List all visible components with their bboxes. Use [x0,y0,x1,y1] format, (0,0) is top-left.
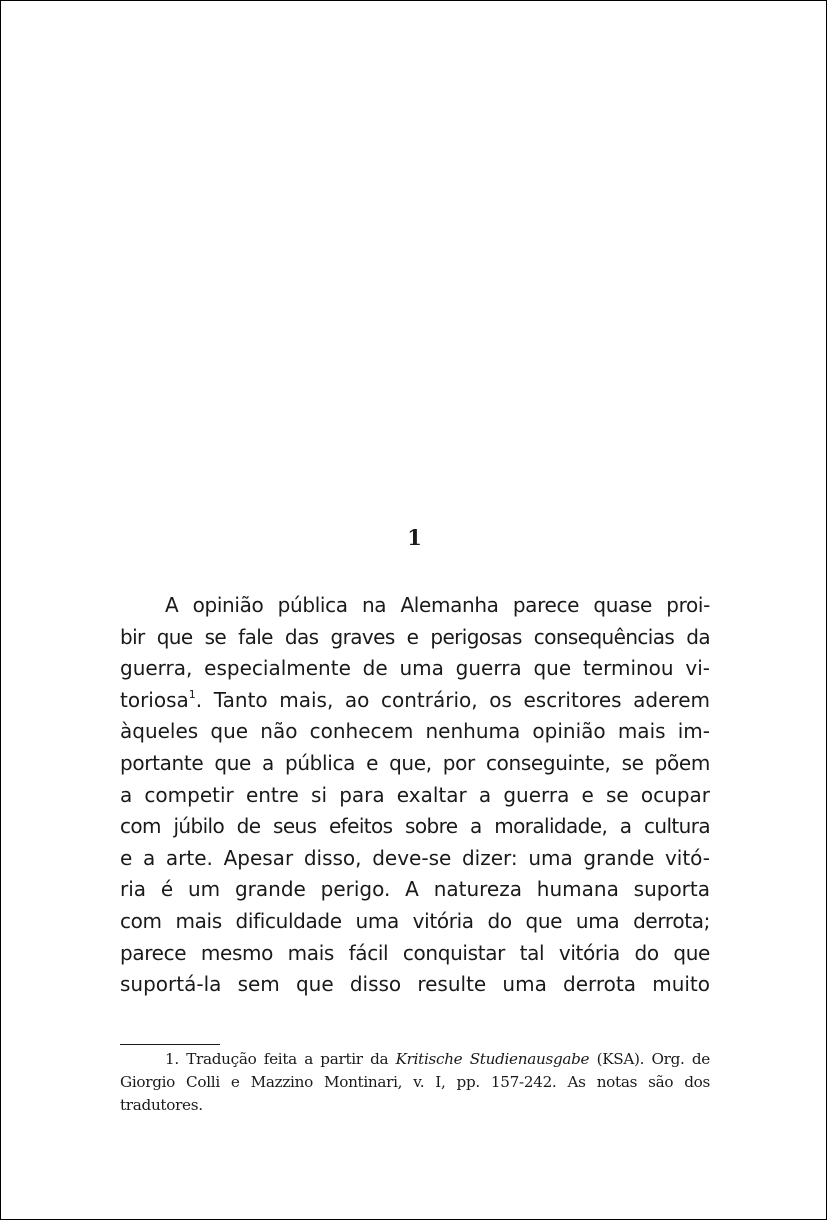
text-line: a competir entre si para exaltar a guerra e se ocupar [120,782,710,807]
text-fragment: toriosa [120,687,189,712]
text-line: com júbilo de seus efeitos sobre a moralidade, a cultura [120,814,710,839]
footnote-marker: 1 [188,687,196,701]
text-line: parece mesmo mais fácil conquistar tal vitória do que [120,940,710,965]
text-line: portante que a pública e que, por conseguinte, se põem [120,750,710,775]
text-line: bir que se fale das graves e perigosas consequências da [120,624,710,649]
footnote-line: tradutores. [120,1096,203,1114]
text-line: suportá-la sem que disso resulte uma derrota muito [120,972,710,997]
text-line [120,685,710,717]
body-paragraph [120,590,710,1001]
text-line: com mais dificuldade uma vitória do que uma derrota; [120,908,710,933]
footnote-divider [120,1044,220,1045]
chapter-number: 1 [407,525,422,550]
text-fragment: . Tanto mais, ao contrário, os escritores aderem [195,687,710,712]
text-line: e a arte. Apesar disso, deve-se dizer: uma grande vitó- [120,845,710,870]
text-line: ria é um grande perigo. A natureza humana suporta [120,877,710,902]
footnote-text: 1. Tradução feita a partir da [165,1050,396,1068]
text-line: A opinião pública na Alemanha parece quase proi- [165,593,710,617]
footnote-line [120,1048,710,1071]
footnote-text: (KSA). Org. de [589,1050,710,1068]
text-line: àqueles que não conhecem nenhuma opinião mais im- [120,719,710,744]
footnote-line: Giorgio Colli e Mazzino Montinari, v. I, pp. 157-242. As notas são dos [120,1073,710,1091]
text-line: guerra, especialmente de uma guerra que terminou vi- [120,656,710,681]
footnote [120,1048,710,1117]
footnote-title: Kritische Studienausgabe [395,1050,590,1068]
